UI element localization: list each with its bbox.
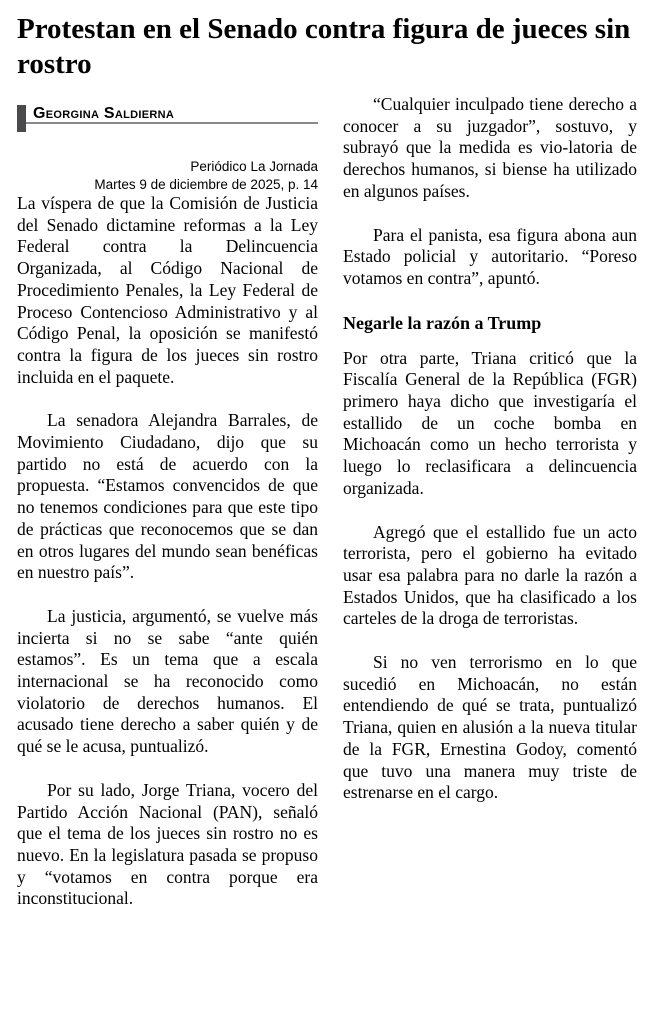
dateline-date-page: Martes 9 de diciembre de 2025, p. 14 [94, 176, 318, 192]
body-paragraph: La senadora Alejandra Barrales, de Movimiento Ciudadano, dijo que su partido no está de acuerdo con la propuesta. “Estamos convencidos de que no tenemos condiciones para que este tipo de prácticas que reconocemos que se dan en otros lugares del mundo sean benéficas en nuestro país”. [17, 410, 318, 583]
body-paragraph: Para el panista, esa figura abona aun Estado policial y autoritario. “Poreso votamos en contra”, apuntó. [343, 224, 637, 288]
body-paragraph: Si no ven terrorismo en lo que sucedió en Michoacán, no están entendiendo de qué se trata, puntualizó Triana, quien en alusión a la nueva titular de la FGR, Ernestina Godoy, comentó que tuvo una manera muy triste de estrenarse en el cargo. [343, 652, 637, 803]
left-column-body [17, 193, 318, 910]
body-paragraph: Por su lado, Jorge Triana, vocero del Partido Acción Nacional (PAN), señaló que el tema de los jueces sin rostro no es nuevo. En la legislatura pasada se propuso y “votamos en contra porque era inconstitucional. [17, 779, 318, 909]
dateline [17, 158, 318, 193]
byline-author: Georgina Saldierna [33, 105, 175, 122]
section-subhead: Negarle la razón a Trump [343, 312, 542, 333]
body-paragraph: Agregó que el estallido fue un acto terrorista, pero el gobierno ha evitado usar esa palabra para no darle la razón a Estados Unidos, que ha clasificado a los carteles de la droga de terroristas. [343, 521, 637, 629]
column-right [343, 94, 637, 932]
body-paragraph: “Cualquier inculpado tiene derecho a conocer a su juzgador”, sostuvo, y subrayó que la medida es vio-latoria de derechos humanos, si biense ha utilizado en algunos países. [343, 94, 637, 201]
article-columns [0, 94, 654, 932]
article-headline: Protestan en el Senado contra figura de jueces sin rostro [17, 13, 631, 80]
body-paragraph: La justicia, argumentó, se vuelve más incierta si no se sabe “ante quién estamos”. Es un tema que a escala internacional se ha reconocido como violatorio de derechos humanos. El acusado tiene derecho a saber quién y de qué se le acusa, puntualizó. [17, 605, 318, 757]
byline-bar [17, 105, 26, 132]
dateline-source: Periódico La Jornada [190, 159, 318, 174]
byline [17, 105, 318, 132]
byline-rule [17, 122, 318, 124]
body-paragraph: La víspera de que la Comisión de Justicia del Senado dictamine reformas a la Ley Federal contra la Delincuencia Organizada, al Código Nacional de Procedimiento Penales, la Ley Federal de Proceso Contencioso Administrativo y al Código Penal, la oposición se manifestó contra la figura de los jueces sin rostro incluida en el paquete. [17, 193, 318, 387]
column-left [17, 94, 318, 932]
body-paragraph: Por otra parte, Triana criticó que la Fiscalía General de la República (FGR) primero haya dicho que investigaría el estallido de un coche bomba en Michoacán como un hecho terrorista y luego lo reclasificara a delincuencia organizada. [343, 347, 637, 498]
